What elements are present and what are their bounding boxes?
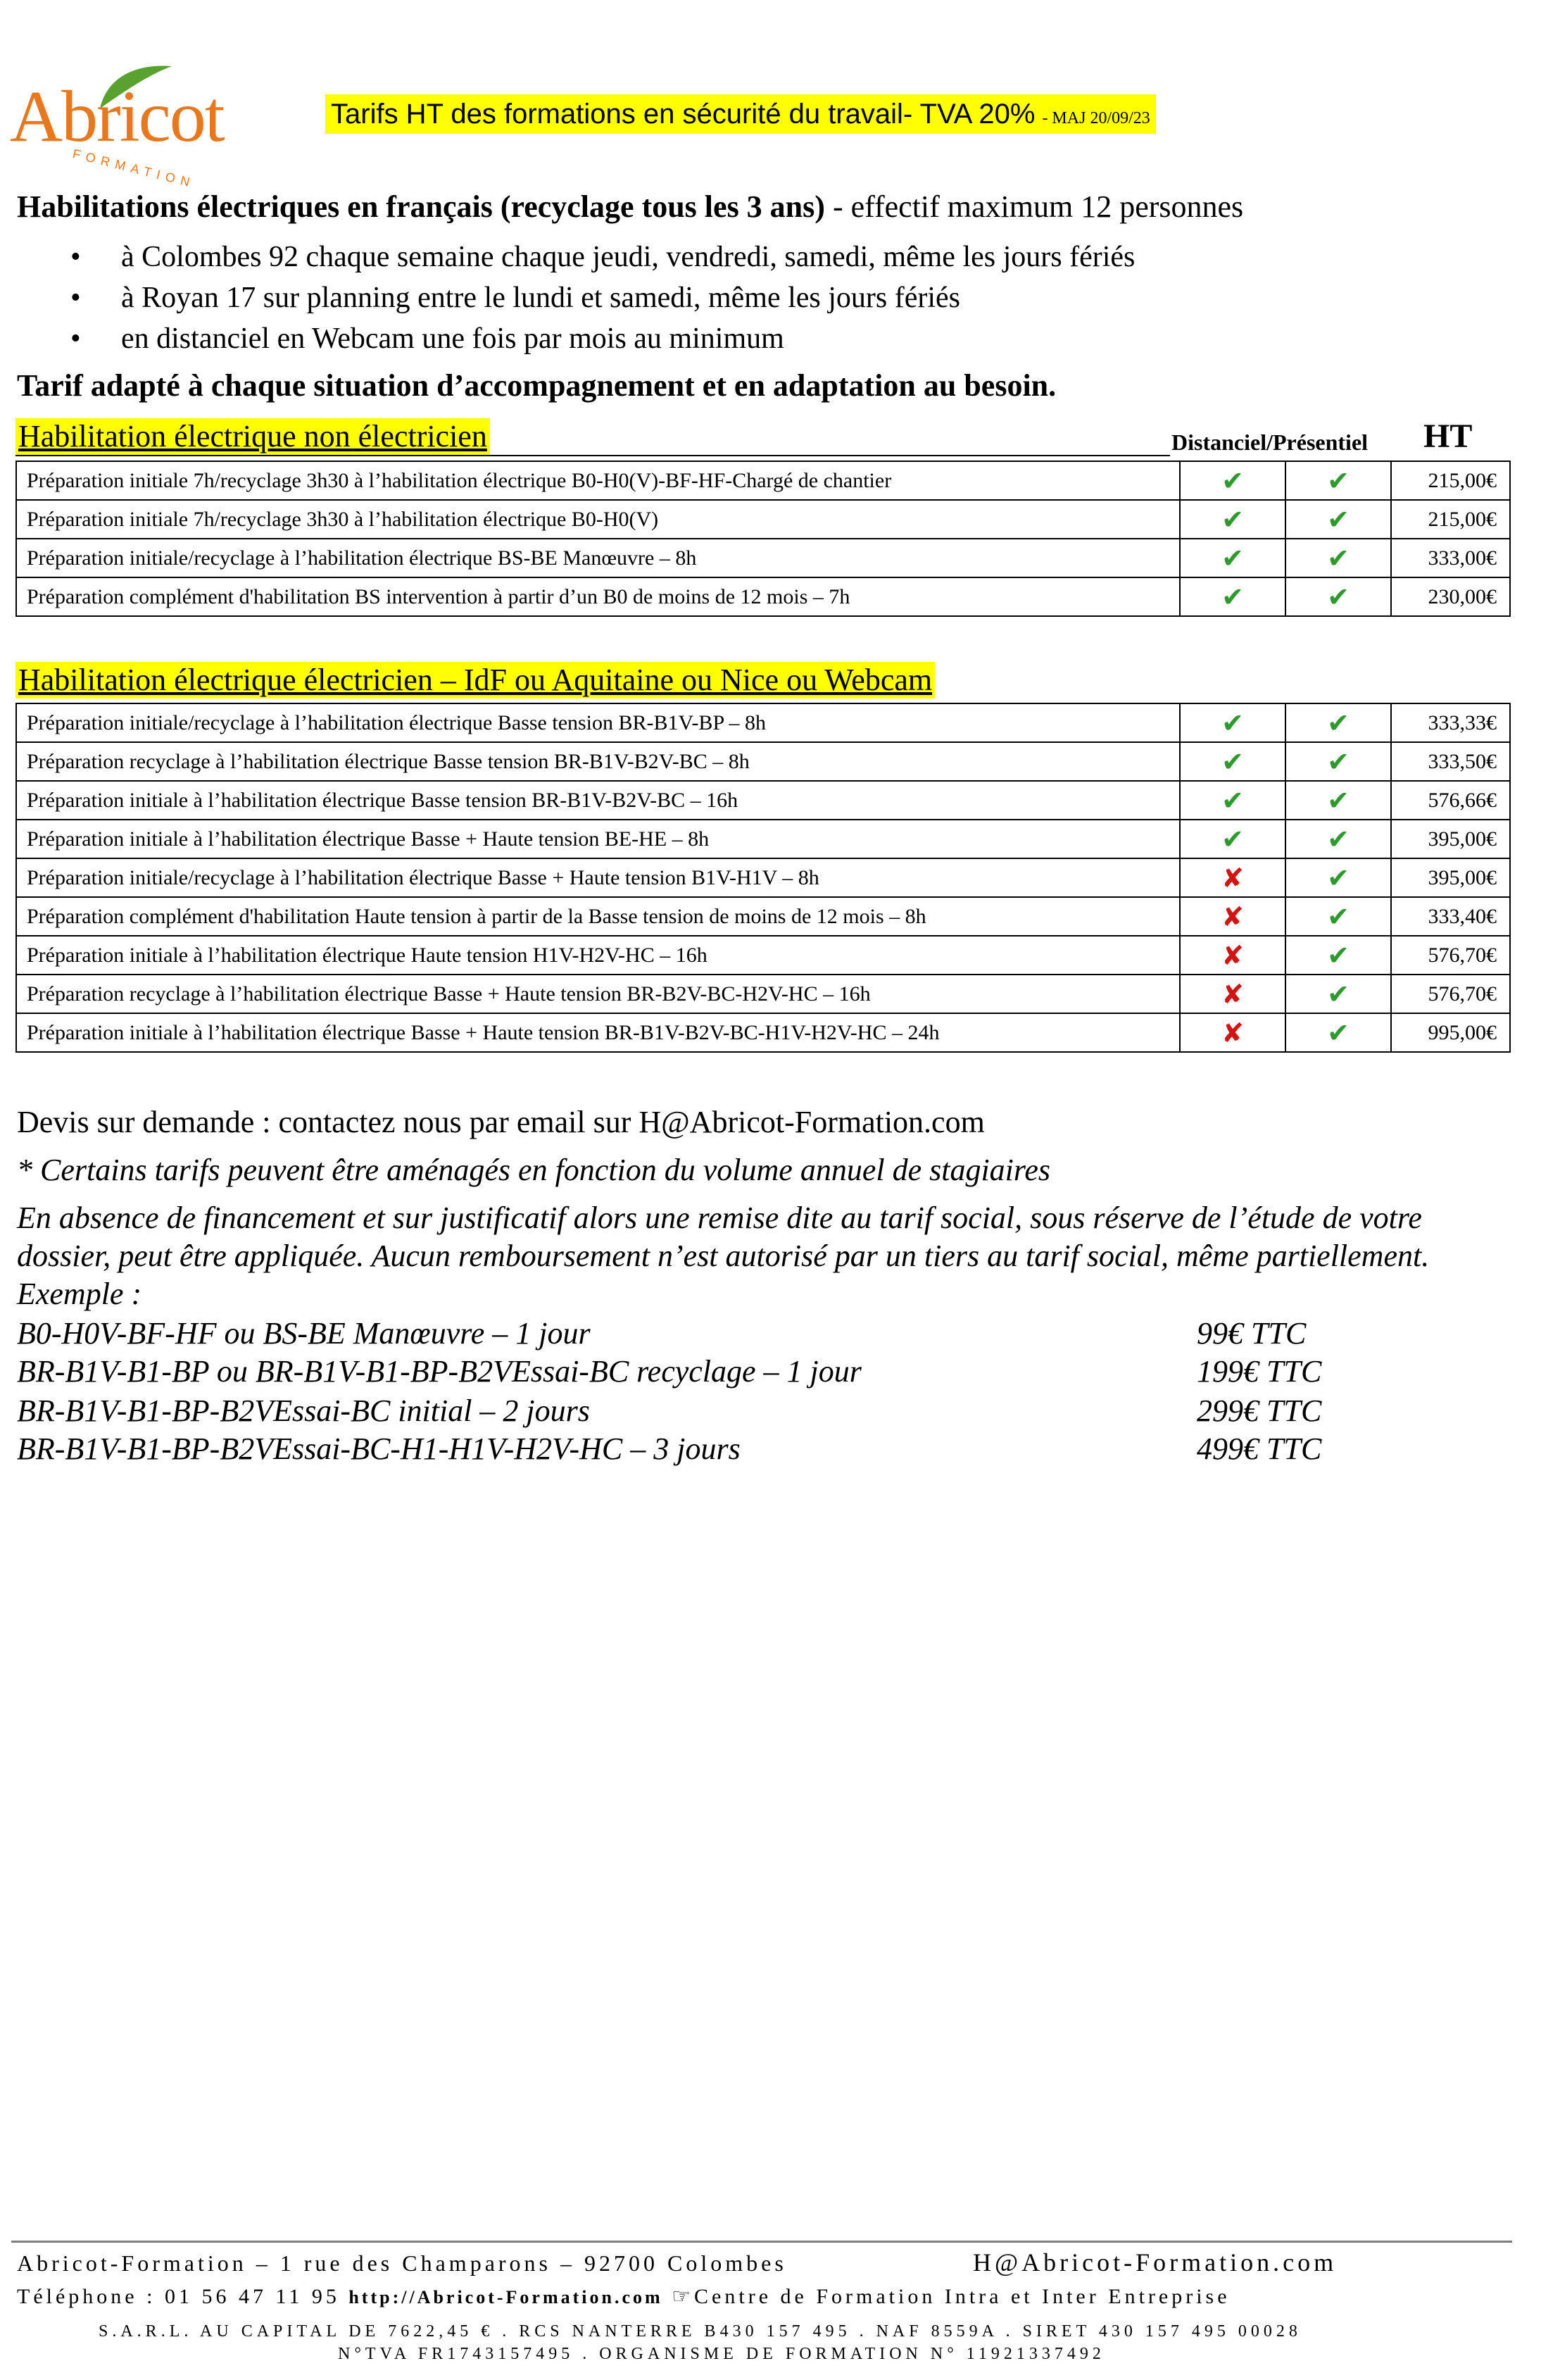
distanciel-mark: ✘ — [1180, 936, 1285, 975]
distanciel-mark: ✔ — [1180, 539, 1285, 577]
intro-heading-bold: Habilitations électriques en français (recyclage tous les 3 ans) — [17, 189, 825, 224]
presentiel-mark: ✔ — [1285, 742, 1391, 781]
row-price: 576,70€ — [1391, 975, 1510, 1013]
distanciel-mark: ✘ — [1180, 975, 1285, 1013]
distanciel-mark: ✔ — [1180, 461, 1285, 500]
page-title — [325, 94, 1156, 134]
presentiel-mark: ✔ — [1285, 858, 1391, 897]
row-label: Préparation initiale 7h/recyclage 3h30 à l’habilitation électrique B0-H0(V) — [16, 500, 1180, 539]
table-row — [16, 500, 1510, 539]
row-price: 230,00€ — [1391, 577, 1510, 616]
distanciel-mark: ✔ — [1180, 500, 1285, 539]
row-price: 576,70€ — [1391, 936, 1510, 975]
section-underline — [15, 455, 1170, 456]
table-row — [16, 975, 1510, 1013]
row-price: 395,00€ — [1391, 858, 1510, 897]
row-price: 333,50€ — [1391, 742, 1510, 781]
distanciel-mark: ✔ — [1180, 577, 1285, 616]
social-note-line1: En absence de financement et sur justificatif alors une remise dite au tarif social, sous réserve de l’étude de votre — [17, 1201, 1422, 1235]
presentiel-mark: ✔ — [1285, 781, 1391, 820]
row-label: Préparation initiale à l’habilitation électrique Basse tension BR-B1V-B2V-BC – 16h — [16, 781, 1180, 820]
footer-email[interactable]: H@Abricot-Formation.com — [973, 2248, 1338, 2276]
presentiel-mark: ✔ — [1285, 577, 1391, 616]
distanciel-mark: ✘ — [1180, 897, 1285, 936]
title-text: Tarifs HT des formations en sécurité du travail- TVA 20% — [331, 99, 1036, 130]
devis-line: Devis sur demande : contactez nous par email sur H@Abricot-Formation.com — [17, 1105, 985, 1139]
example-price: 499€ TTC — [1197, 1432, 1322, 1466]
presentiel-mark: ✔ — [1285, 461, 1391, 500]
row-label: Préparation initiale à l’habilitation électrique Haute tension H1V-H2V-HC – 16h — [16, 936, 1180, 975]
footer-address: Abricot-Formation – 1 rue des Champarons – 92700 Colombes — [17, 2250, 787, 2276]
row-label: Préparation complément d'habilitation BS intervention à partir d’un B0 de moins de 12 mois – 7h — [16, 577, 1180, 616]
distanciel-mark: ✔ — [1180, 742, 1285, 781]
table-row — [16, 897, 1510, 936]
row-price: 215,00€ — [1391, 500, 1510, 539]
table-row — [16, 742, 1510, 781]
column-header-mode: Distanciel/Présentiel — [1171, 430, 1369, 455]
table-row — [16, 820, 1510, 858]
table-row — [16, 539, 1510, 577]
row-label: Préparation initiale à l’habilitation électrique Basse + Haute tension BE-HE – 8h — [16, 820, 1180, 858]
distanciel-mark: ✔ — [1180, 703, 1285, 742]
table-row — [16, 703, 1510, 742]
footer-legal-line2: N°TVA FR1743157495 . ORGANISME DE FORMATION N° 11921337492 — [338, 2345, 1105, 2363]
list-item: • à Colombes 92 chaque semaine chaque jeudi, vendredi, samedi, même les jours fériés — [70, 237, 1135, 277]
table-row — [16, 781, 1510, 820]
presentiel-mark: ✔ — [1285, 936, 1391, 975]
presentiel-mark: ✔ — [1285, 703, 1391, 742]
presentiel-mark: ✔ — [1285, 975, 1391, 1013]
section-title-non-electricien: Habilitation électrique non électricien — [15, 418, 490, 455]
presentiel-mark: ✔ — [1285, 820, 1391, 858]
footer-legal-line1: S.A.R.L. AU CAPITAL DE 7622,45 € . RCS NANTERRE B430 157 495 . NAF 8559A . SIRET 430 157 495 00028 — [99, 2322, 1302, 2341]
row-price: 576,66€ — [1391, 781, 1510, 820]
footer-tagline: ☞Centre de Formation Intra et Inter Entreprise — [672, 2285, 1231, 2308]
row-label: Préparation initiale 7h/recyclage 3h30 à l’habilitation électrique B0-H0(V)-BF-HF-Chargé de chantier — [16, 461, 1180, 500]
row-price: 333,33€ — [1391, 703, 1510, 742]
table-row — [16, 577, 1510, 616]
example-label: B0-H0V-BF-HF ou BS-BE Manœuvre – 1 jour — [17, 1316, 591, 1351]
distanciel-mark: ✘ — [1180, 858, 1285, 897]
row-price: 395,00€ — [1391, 820, 1510, 858]
example-price: 99€ TTC — [1197, 1316, 1307, 1351]
footer-website-link[interactable]: http://Abricot-Formation.com — [348, 2287, 663, 2307]
column-header-ht: HT — [1423, 418, 1473, 455]
row-label: Préparation initiale/recyclage à l’habilitation électrique Basse tension BR-B1V-BP – 8h — [16, 703, 1180, 742]
table-row — [16, 936, 1510, 975]
logo-subtitle: FORMATION — [71, 146, 197, 191]
footer-phone-text: Téléphone : 01 56 47 11 95 — [17, 2285, 340, 2308]
example-label: BR-B1V-B1-BP ou BR-B1V-B1-BP-B2VEssai-BC recyclage – 1 jour — [17, 1354, 862, 1389]
row-label: Préparation complément d'habilitation Haute tension à partir de la Basse tension de moins de 12 mois – 8h — [16, 897, 1180, 936]
table-electricien — [15, 703, 1511, 1053]
example-label: BR-B1V-B1-BP-B2VEssai-BC initial – 2 jours — [17, 1393, 590, 1428]
social-note-line2: dossier, peut être appliquée. Aucun remboursement n’est autorisé par un tiers au tarif social, même partiellement. — [17, 1239, 1430, 1273]
example-price: 299€ TTC — [1197, 1393, 1322, 1428]
intro-heading — [17, 189, 1243, 225]
row-label: Préparation recyclage à l’habilitation électrique Basse + Haute tension BR-B2V-BC-H2V-HC – 16h — [16, 975, 1180, 1013]
distanciel-mark: ✘ — [1180, 1013, 1285, 1052]
list-item: • à Royan 17 sur planning entre le lundi et samedi, même les jours fériés — [70, 277, 1135, 318]
row-label: Préparation initiale/recyclage à l’habilitation électrique Basse + Haute tension B1V-H1V – 8h — [16, 858, 1180, 897]
distanciel-mark: ✔ — [1180, 820, 1285, 858]
update-date: - MAJ 20/09/23 — [1042, 109, 1150, 127]
row-label: Préparation recyclage à l’habilitation électrique Basse tension BR-B1V-B2V-BC – 8h — [16, 742, 1180, 781]
list-item: • en distanciel en Webcam une fois par mois au minimum — [70, 318, 1135, 359]
footer-divider — [11, 2241, 1512, 2243]
example-price: 199€ TTC — [1197, 1354, 1322, 1389]
row-label: Préparation initiale/recyclage à l’habilitation électrique BS-BE Manœuvre – 8h — [16, 539, 1180, 577]
presentiel-mark: ✔ — [1285, 1013, 1391, 1052]
section-title-electricien: Habilitation électrique électricien – IdF ou Aquitaine ou Nice ou Webcam — [15, 662, 935, 699]
locations-list — [70, 237, 1135, 359]
logo-wordmark: Abricot — [10, 76, 224, 157]
presentiel-mark: ✔ — [1285, 897, 1391, 936]
distanciel-mark: ✔ — [1180, 781, 1285, 820]
presentiel-mark: ✔ — [1285, 500, 1391, 539]
row-price: 215,00€ — [1391, 461, 1510, 500]
table-row — [16, 1013, 1510, 1052]
row-price: 333,40€ — [1391, 897, 1510, 936]
presentiel-mark: ✔ — [1285, 539, 1391, 577]
table-row — [16, 858, 1510, 897]
row-price: 333,00€ — [1391, 539, 1510, 577]
table-non-electricien — [15, 461, 1511, 617]
intro-heading-rest: - effectif maximum 12 personnes — [824, 189, 1244, 224]
row-label: Préparation initiale à l’habilitation électrique Basse + Haute tension BR-B1V-B2V-BC-H1V-H2V-HC – 24h — [16, 1013, 1180, 1052]
exemple-label: Exemple : — [17, 1277, 142, 1311]
company-logo — [10, 69, 224, 191]
example-label: BR-B1V-B1-BP-B2VEssai-BC-H1-H1V-H2V-HC – 3 jours — [17, 1432, 741, 1466]
tarif-note: Tarif adapté à chaque situation d’accompagnement et en adaptation au besoin. — [17, 368, 1057, 403]
table-row — [16, 461, 1510, 500]
certains-tarifs-note: * Certains tarifs peuvent être aménagés en fonction du volume annuel de stagiaires — [17, 1153, 1051, 1187]
row-price: 995,00€ — [1391, 1013, 1510, 1052]
footer-phone — [17, 2284, 1231, 2309]
